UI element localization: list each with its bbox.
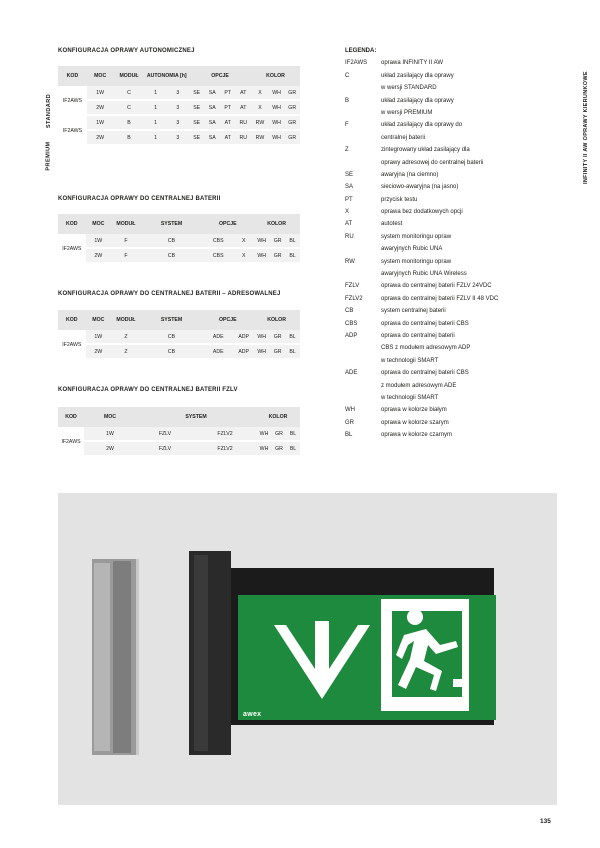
table-cell: PT bbox=[220, 101, 236, 116]
table-header-cell: OPCJE bbox=[202, 214, 253, 234]
legend-row bbox=[345, 283, 492, 295]
table-cell: WH bbox=[253, 249, 270, 264]
table-cell: BL bbox=[285, 249, 300, 264]
table-cell: GR bbox=[270, 234, 285, 249]
table-cell: WH bbox=[269, 86, 285, 101]
legend-code: X bbox=[345, 209, 350, 216]
table-cell: GR bbox=[272, 427, 286, 442]
table-cell: C bbox=[113, 86, 144, 101]
legend-row bbox=[345, 295, 499, 308]
table-cell: BL bbox=[285, 330, 300, 345]
legend-code: GR bbox=[345, 419, 354, 426]
table-header-cell: MODUŁ bbox=[111, 310, 141, 330]
header-kolor: KOLOR bbox=[251, 66, 300, 86]
standard-label: STANDARD bbox=[46, 93, 53, 129]
table-row bbox=[58, 234, 300, 249]
legend-row bbox=[345, 357, 439, 370]
legend-code: B bbox=[345, 97, 350, 104]
header-autonomia: AUTONOMIA [h] bbox=[145, 66, 189, 86]
product-photo bbox=[58, 493, 557, 805]
table-cell: Z bbox=[111, 345, 141, 360]
legend-description: oprawa INFINITY II AW bbox=[381, 60, 444, 67]
legend-row bbox=[345, 85, 437, 97]
adresowalnej-config-table bbox=[58, 310, 300, 360]
table-cell: 3 bbox=[167, 86, 189, 101]
table-header-cell: SYSTEM bbox=[141, 310, 203, 330]
legend-row bbox=[345, 419, 449, 432]
side-heading: INFINITY II AW OPRAWY KIERUNKOWE bbox=[583, 71, 589, 184]
table-cell: SA bbox=[204, 116, 220, 131]
table-cell: 1 bbox=[145, 131, 167, 146]
legend-description: zintegrowany układ zasilający dla bbox=[381, 147, 470, 154]
legend-description: oprawa do centralnej baterii CBS bbox=[381, 370, 469, 377]
legend-description: awaryjnych Rubic UNA bbox=[381, 246, 443, 253]
table-cell: SA bbox=[204, 131, 220, 146]
table-row bbox=[58, 131, 300, 146]
legend-rows bbox=[345, 60, 499, 444]
table-cell: AT bbox=[236, 101, 252, 116]
table-cell: B bbox=[113, 116, 144, 131]
header-moc: MOC bbox=[87, 66, 114, 86]
legend-row bbox=[345, 122, 463, 134]
legend-row bbox=[345, 394, 439, 407]
table-cell: Z bbox=[111, 330, 141, 345]
table-cell: ADP bbox=[234, 330, 253, 345]
table-cell: AT bbox=[220, 116, 236, 131]
table-cell: FZLV bbox=[136, 442, 194, 457]
legend-code: SE bbox=[345, 171, 354, 178]
table-header-row bbox=[58, 310, 300, 330]
table-header-cell: KOD bbox=[58, 407, 84, 427]
header-kod: KOD bbox=[58, 66, 87, 86]
legend-description: system monitoringu opraw bbox=[381, 258, 452, 265]
kod-cell: IF2AWS bbox=[58, 234, 86, 264]
brand-mark: awex bbox=[243, 711, 262, 718]
legend-row bbox=[345, 271, 467, 283]
table-row bbox=[58, 330, 300, 345]
table-header-cell: KOD bbox=[58, 310, 86, 330]
legend-description: w wersji PREMIUM bbox=[381, 109, 433, 116]
legend-code: CBS bbox=[345, 320, 358, 327]
header-opcje: OPCJE bbox=[189, 66, 251, 86]
table-cell: RU bbox=[236, 131, 252, 146]
fzlv-config-table bbox=[58, 407, 300, 457]
table-cell: 2W bbox=[87, 101, 114, 116]
table-header-row bbox=[58, 214, 300, 234]
table-cell: RW bbox=[251, 116, 269, 131]
table-cell: FZLV bbox=[136, 427, 194, 442]
table-cell: X bbox=[234, 234, 253, 249]
legend-row bbox=[345, 246, 443, 258]
table-cell: WH bbox=[253, 330, 270, 345]
table-cell: 1 bbox=[145, 86, 167, 101]
table-cell: BL bbox=[286, 442, 300, 457]
table-cell: ADP bbox=[234, 345, 253, 360]
table-cell: B bbox=[113, 131, 144, 146]
legend-code: CB bbox=[345, 308, 354, 315]
legend-code: ADP bbox=[345, 332, 358, 339]
legend-description: autotest bbox=[381, 221, 403, 228]
legend-description: oprawa do centralnej baterii FZLV 24VDC bbox=[381, 283, 492, 290]
legend-row bbox=[345, 97, 454, 110]
table-cell: 2W bbox=[87, 131, 114, 146]
table-cell: X bbox=[251, 101, 269, 116]
table-header-cell: MODUŁ bbox=[111, 214, 141, 234]
legend-description: oprawa do centralnej baterii CBS bbox=[381, 320, 469, 327]
table-cell: RU bbox=[236, 116, 252, 131]
table-header-cell: MOC bbox=[86, 214, 111, 234]
kod-cell: IF2AWS bbox=[58, 116, 87, 146]
table-cell: ADE bbox=[202, 345, 234, 360]
table-row bbox=[58, 86, 300, 101]
legend bbox=[345, 48, 499, 445]
table-row bbox=[58, 116, 300, 131]
legend-description: awaryjna (na ciemno) bbox=[381, 171, 439, 178]
table-cell: 3 bbox=[167, 131, 189, 146]
legend-row bbox=[345, 370, 469, 382]
table-header-cell: KOLOR bbox=[256, 407, 300, 427]
table-cell: F bbox=[111, 234, 141, 249]
legend-row bbox=[345, 60, 444, 72]
legend-code: ADE bbox=[345, 370, 358, 377]
legend-row bbox=[345, 184, 459, 196]
table-cell: CB bbox=[141, 345, 203, 360]
table-cell: AT bbox=[220, 131, 236, 146]
kod-cell: IF2AWS bbox=[58, 86, 87, 116]
table-cell: GR bbox=[270, 345, 285, 360]
table-cell: SA bbox=[204, 101, 220, 116]
legend-row bbox=[345, 72, 454, 85]
table-cell: BL bbox=[285, 234, 300, 249]
table-cell: SE bbox=[189, 101, 205, 116]
fzlv-table-title: KONFIGURACJA OPRAWY DO CENTRALNEJ BATERII FZLV bbox=[58, 387, 238, 393]
table-header-cell: KOLOR bbox=[253, 310, 300, 330]
legend-code: IF2AWS bbox=[345, 60, 368, 67]
legend-row bbox=[345, 258, 452, 271]
table-cell: GR bbox=[284, 86, 300, 101]
legend-description: sieciowo-awaryjna (na jasno) bbox=[381, 184, 459, 191]
legend-code: RW bbox=[345, 258, 355, 265]
central-table-title: KONFIGURACJA OPRAWY DO CENTRALNEJ BATERII bbox=[58, 196, 221, 202]
legend-description: w technologii SMART bbox=[381, 357, 439, 364]
legend-description: CBS z modułem adresowym ADP bbox=[381, 345, 471, 352]
table-cell: 2W bbox=[86, 345, 111, 360]
table-row bbox=[58, 442, 300, 457]
legend-row bbox=[345, 171, 439, 184]
legend-description: układ zasilający dla oprawy do bbox=[381, 122, 463, 129]
table-cell: WH bbox=[256, 442, 272, 457]
table-row bbox=[58, 101, 300, 116]
legend-row bbox=[345, 159, 484, 172]
legend-row bbox=[345, 147, 470, 159]
table-cell: SA bbox=[204, 86, 220, 101]
table-cell: 1W bbox=[86, 234, 111, 249]
legend-description: oprawa w kolorze czarnym bbox=[381, 432, 453, 439]
table-cell: SE bbox=[189, 86, 205, 101]
legend-code: RU bbox=[345, 233, 354, 240]
table-cell: 1W bbox=[86, 330, 111, 345]
table-cell: 1W bbox=[87, 86, 114, 101]
legend-row bbox=[345, 332, 455, 345]
table-cell: 1 bbox=[145, 116, 167, 131]
legend-row bbox=[345, 382, 457, 395]
premium-label: PREMIUM bbox=[46, 141, 52, 171]
table-cell: CBS bbox=[202, 234, 234, 249]
legend-code: C bbox=[345, 72, 350, 79]
table-cell: GR bbox=[272, 442, 286, 457]
page-number: 135 bbox=[540, 818, 551, 825]
legend-code: PT bbox=[345, 196, 353, 203]
legend-description: układ zasilający dla oprawy bbox=[381, 72, 454, 79]
legend-row bbox=[345, 221, 403, 233]
kod-cell: IF2AWS bbox=[58, 427, 84, 457]
table-cell: RW bbox=[251, 131, 269, 146]
table-cell: PT bbox=[220, 86, 236, 101]
legend-row bbox=[345, 134, 426, 147]
legend-row bbox=[345, 407, 447, 419]
legend-code: BL bbox=[345, 432, 353, 439]
table-cell: 3 bbox=[167, 101, 189, 116]
legend-row bbox=[345, 233, 452, 246]
table-row bbox=[58, 345, 300, 360]
legend-description: oprawa w kolorze białym bbox=[381, 407, 447, 414]
table-cell: CB bbox=[141, 234, 203, 249]
legend-description: przycisk testu bbox=[381, 196, 418, 203]
running-man-exit-icon bbox=[381, 599, 469, 711]
table-cell: BL bbox=[286, 427, 300, 442]
table-header-cell: MOC bbox=[84, 407, 136, 427]
legend-code: F bbox=[345, 122, 349, 129]
table-cell: 1W bbox=[87, 116, 114, 131]
table-header-cell: SYSTEM bbox=[141, 214, 203, 234]
legend-row bbox=[345, 345, 471, 357]
auto-table-title: KONFIGURACJA OPRAWY AUTONOMICZNEJ bbox=[58, 48, 195, 54]
legend-description: system monitoringu opraw bbox=[381, 233, 452, 240]
table-cell: AT bbox=[236, 86, 252, 101]
table-cell: CB bbox=[141, 249, 203, 264]
table-cell: GR bbox=[284, 131, 300, 146]
table-cell: GR bbox=[270, 330, 285, 345]
legend-description: system centralnej baterii bbox=[381, 308, 446, 315]
table-header-row bbox=[58, 407, 300, 427]
table-cell: ADE bbox=[202, 330, 234, 345]
legend-description: oprawa do centralnej baterii FZLV II 48 VDC bbox=[381, 295, 499, 302]
legend-description: centralnej baterii bbox=[381, 134, 426, 141]
table-cell: CB bbox=[141, 330, 203, 345]
table-cell: F bbox=[111, 249, 141, 264]
legend-code: FZLV bbox=[345, 283, 360, 290]
table-cell: WH bbox=[269, 116, 285, 131]
table-cell: FZLV2 bbox=[194, 442, 256, 457]
table-cell: SE bbox=[189, 116, 205, 131]
legend-description: układ zasilający dla oprawy bbox=[381, 97, 454, 104]
adresowalnej-table-title: KONFIGURACJA OPRAWY DO CENTRALNEJ BATERII – ADRESOWALNEJ bbox=[58, 291, 281, 297]
legend-description: oprawa do centralnej baterii bbox=[381, 332, 455, 339]
legend-code: WH bbox=[345, 407, 355, 414]
table-cell: BL bbox=[285, 345, 300, 360]
legend-code: AT bbox=[345, 221, 353, 228]
table-row bbox=[58, 249, 300, 264]
legend-row bbox=[345, 432, 453, 444]
table-cell: SE bbox=[189, 131, 205, 146]
table-header-cell: KOLOR bbox=[253, 214, 300, 234]
table-header-cell: KOD bbox=[58, 214, 86, 234]
kod-cell: IF2AWS bbox=[58, 330, 86, 360]
table-cell: 1W bbox=[84, 427, 136, 442]
legend-description: oprawa bez dodatkowych opcji bbox=[381, 209, 463, 216]
table-cell: WH bbox=[269, 131, 285, 146]
table-header-cell: OPCJE bbox=[202, 310, 253, 330]
table-header-cell: SYSTEM bbox=[136, 407, 256, 427]
table-cell: GR bbox=[270, 249, 285, 264]
legend-code: SA bbox=[345, 184, 354, 191]
central-config-table bbox=[58, 214, 300, 264]
legend-row bbox=[345, 209, 463, 221]
table-cell: WH bbox=[253, 345, 270, 360]
table-cell: 1 bbox=[145, 101, 167, 116]
legend-code: FZLV2 bbox=[345, 295, 363, 302]
table-cell: CBS bbox=[202, 249, 234, 264]
table-cell: GR bbox=[284, 101, 300, 116]
table-cell: 3 bbox=[167, 116, 189, 131]
legend-description: w technologii SMART bbox=[381, 394, 439, 401]
legend-row bbox=[345, 308, 446, 320]
table-cell: 2W bbox=[84, 442, 136, 457]
product-illustration bbox=[58, 493, 557, 805]
legend-row bbox=[345, 196, 418, 209]
legend-description: awaryjnych Rubic UNA Wireless bbox=[381, 271, 467, 278]
table-cell: 2W bbox=[86, 249, 111, 264]
header-modul: MODUŁ bbox=[113, 66, 144, 86]
table-header-cell: MOC bbox=[86, 310, 111, 330]
table-cell: X bbox=[251, 86, 269, 101]
table-cell: WH bbox=[253, 234, 270, 249]
table-cell: GR bbox=[284, 116, 300, 131]
table-cell: WH bbox=[256, 427, 272, 442]
legend-title: LEGENDA: bbox=[345, 48, 377, 54]
table-cell: WH bbox=[269, 101, 285, 116]
legend-description: z modułem adresowym ADE bbox=[381, 382, 457, 389]
auto-config-table bbox=[58, 66, 300, 146]
table-header-row bbox=[58, 66, 300, 86]
table-cell: C bbox=[113, 101, 144, 116]
legend-description: w wersji STANDARD bbox=[381, 85, 437, 92]
legend-row bbox=[345, 320, 469, 333]
legend-row bbox=[345, 109, 433, 122]
table-cell: FZLV2 bbox=[194, 427, 256, 442]
table-row bbox=[58, 427, 300, 442]
legend-description: oprawa w kolorze szarym bbox=[381, 419, 449, 426]
legend-code: Z bbox=[345, 147, 349, 154]
table-cell: X bbox=[234, 249, 253, 264]
legend-description: oprawy adresowej do centralnej baterii bbox=[381, 159, 484, 166]
